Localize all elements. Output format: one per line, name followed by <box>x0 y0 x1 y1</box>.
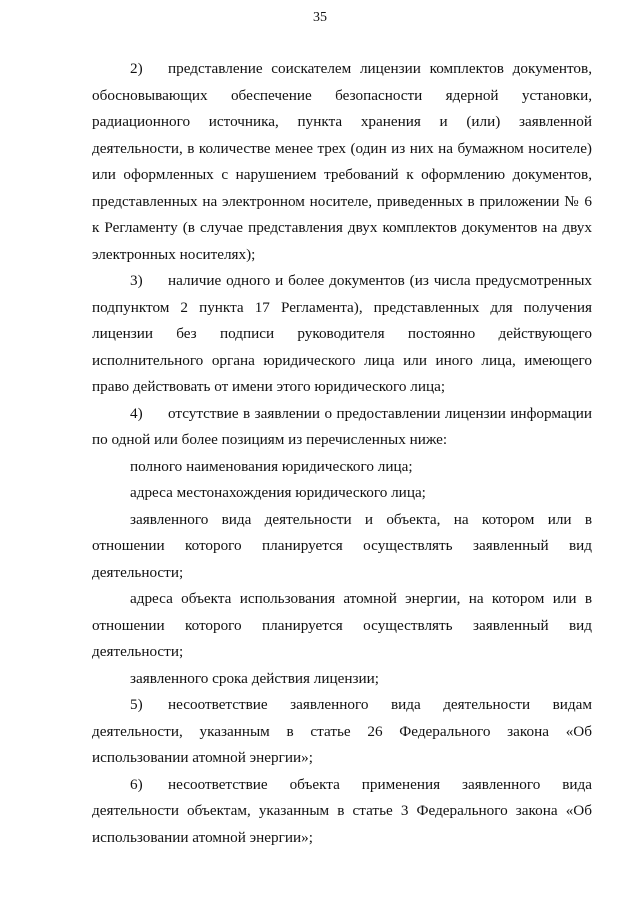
item-number: 5) <box>130 696 143 713</box>
item-text: несоответствие заявленного вида деятельности видам деятельности, указанным в статье 26 Федерального закона «Об использовании атомной энергии»; <box>92 696 592 766</box>
item-text: наличие одного и более документов (из числа предусмотренных подпунктом 2 пункта 17 Регламента), представленных для получения лицензии без подписи руководителя постоянно действующего исполнительного органа юридического лица или иного лица, имеющего право действовать от имени этого юридического лица; <box>92 272 592 395</box>
list-item-6 <box>92 772 592 852</box>
list-item-2 <box>92 56 592 268</box>
item-text: несоответствие объекта применения заявленного вида деятельности объектам, указанным в статье 3 Федерального закона «Об использовании атомной энергии»; <box>92 775 592 846</box>
item-number: 2) <box>130 60 143 77</box>
document-body <box>92 56 592 851</box>
sub-item-object-address: адреса объекта использования атомной энергии, на котором или в отношении которого планируется осуществлять заявленный вид деятельности; <box>92 590 592 660</box>
list-item-4 <box>92 401 592 454</box>
list-item-3 <box>92 268 592 401</box>
item-number: 4) <box>130 404 143 422</box>
sub-item-location-address: адреса местонахождения юридического лица; <box>130 484 426 501</box>
list-item-5 <box>92 692 592 772</box>
item-text: представление соискателем лицензии комплектов документов, обосновывающих обеспечение безопасности ядерной установки, радиационного источника, пункта хранения и (или) заявленной деятельности, в количестве менее трех (один из них на бумажном носителе) или оформленных с нарушением требований к оформлению документов, представленных на электронном носителе, приведенных в приложении № 6 к Регламенту (в случае представления двух комплектов документов на двух электронных носителях); <box>92 60 592 263</box>
item-number: 3) <box>130 272 143 289</box>
item-text: отсутствие в заявлении о предоставлении лицензии информации по одной или более позициям из перечисленных ниже: <box>92 404 592 448</box>
sub-item-full-name: полного наименования юридического лица; <box>130 457 413 475</box>
page-number: 35 <box>313 10 327 25</box>
item-number: 6) <box>130 775 143 793</box>
sub-item-license-term: заявленного срока действия лицензии; <box>130 669 379 687</box>
sub-item-activity-type: заявленного вида деятельности и объекта, на котором или в отношении которого планируется осуществлять заявленный вид деятельности; <box>92 510 592 581</box>
